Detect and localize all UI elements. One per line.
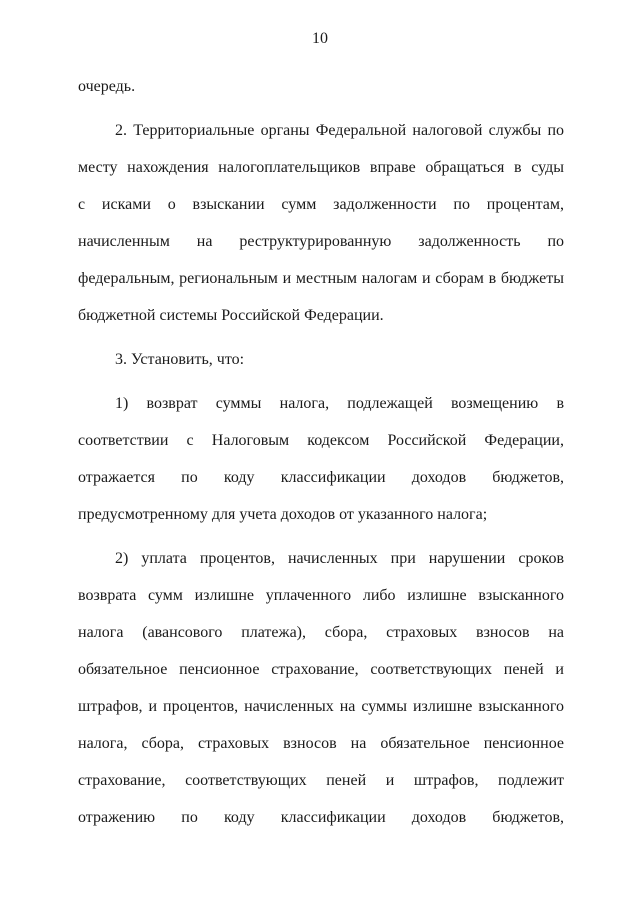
text-line: 3. Установить, что: xyxy=(115,351,245,368)
text-line: штрафов, и процентов, начисленных на суммы излишне взысканного xyxy=(78,698,564,715)
text-line: очередь. xyxy=(78,78,136,95)
text-line: начисленным на реструктурированную задолженность по xyxy=(78,233,564,250)
text-line: месту нахождения налогоплательщиков вправе обращаться в суды xyxy=(78,159,564,176)
text-line: обязательное пенсионное страхование, соответствующих пеней и xyxy=(78,661,564,678)
text-line: налога (авансового платежа), сбора, страховых взносов на xyxy=(78,624,564,641)
text-line: возврата сумм излишне уплаченного либо излишне взысканного xyxy=(78,587,564,604)
page-number: 10 xyxy=(312,30,328,47)
document-body xyxy=(78,68,564,836)
text-line: соответствии с Налоговым кодексом Российской Федерации, xyxy=(78,432,564,449)
text-line: с исками о взыскании сумм задолженности по процентам, xyxy=(78,196,564,213)
text-line: отражению по коду классификации доходов бюджетов, xyxy=(78,809,564,826)
text-line: налога, сбора, страховых взносов на обязательное пенсионное xyxy=(78,735,564,752)
text-line: предусмотренному для учета доходов от указанного налога; xyxy=(78,506,488,523)
text-line: бюджетной системы Российской Федерации. xyxy=(78,307,384,324)
text-line: страхование, соответствующих пеней и штрафов, подлежит xyxy=(78,772,564,789)
text-line: 2. Территориальные органы Федеральной налоговой службы по xyxy=(115,122,564,139)
text-line: 2) уплата процентов, начисленных при нарушении сроков xyxy=(115,550,564,567)
text-line: 1) возврат суммы налога, подлежащей возмещению в xyxy=(115,395,564,412)
text-line: федеральным, региональным и местным налогам и сборам в бюджеты xyxy=(78,270,564,287)
text-line: отражается по коду классификации доходов бюджетов, xyxy=(78,469,564,486)
